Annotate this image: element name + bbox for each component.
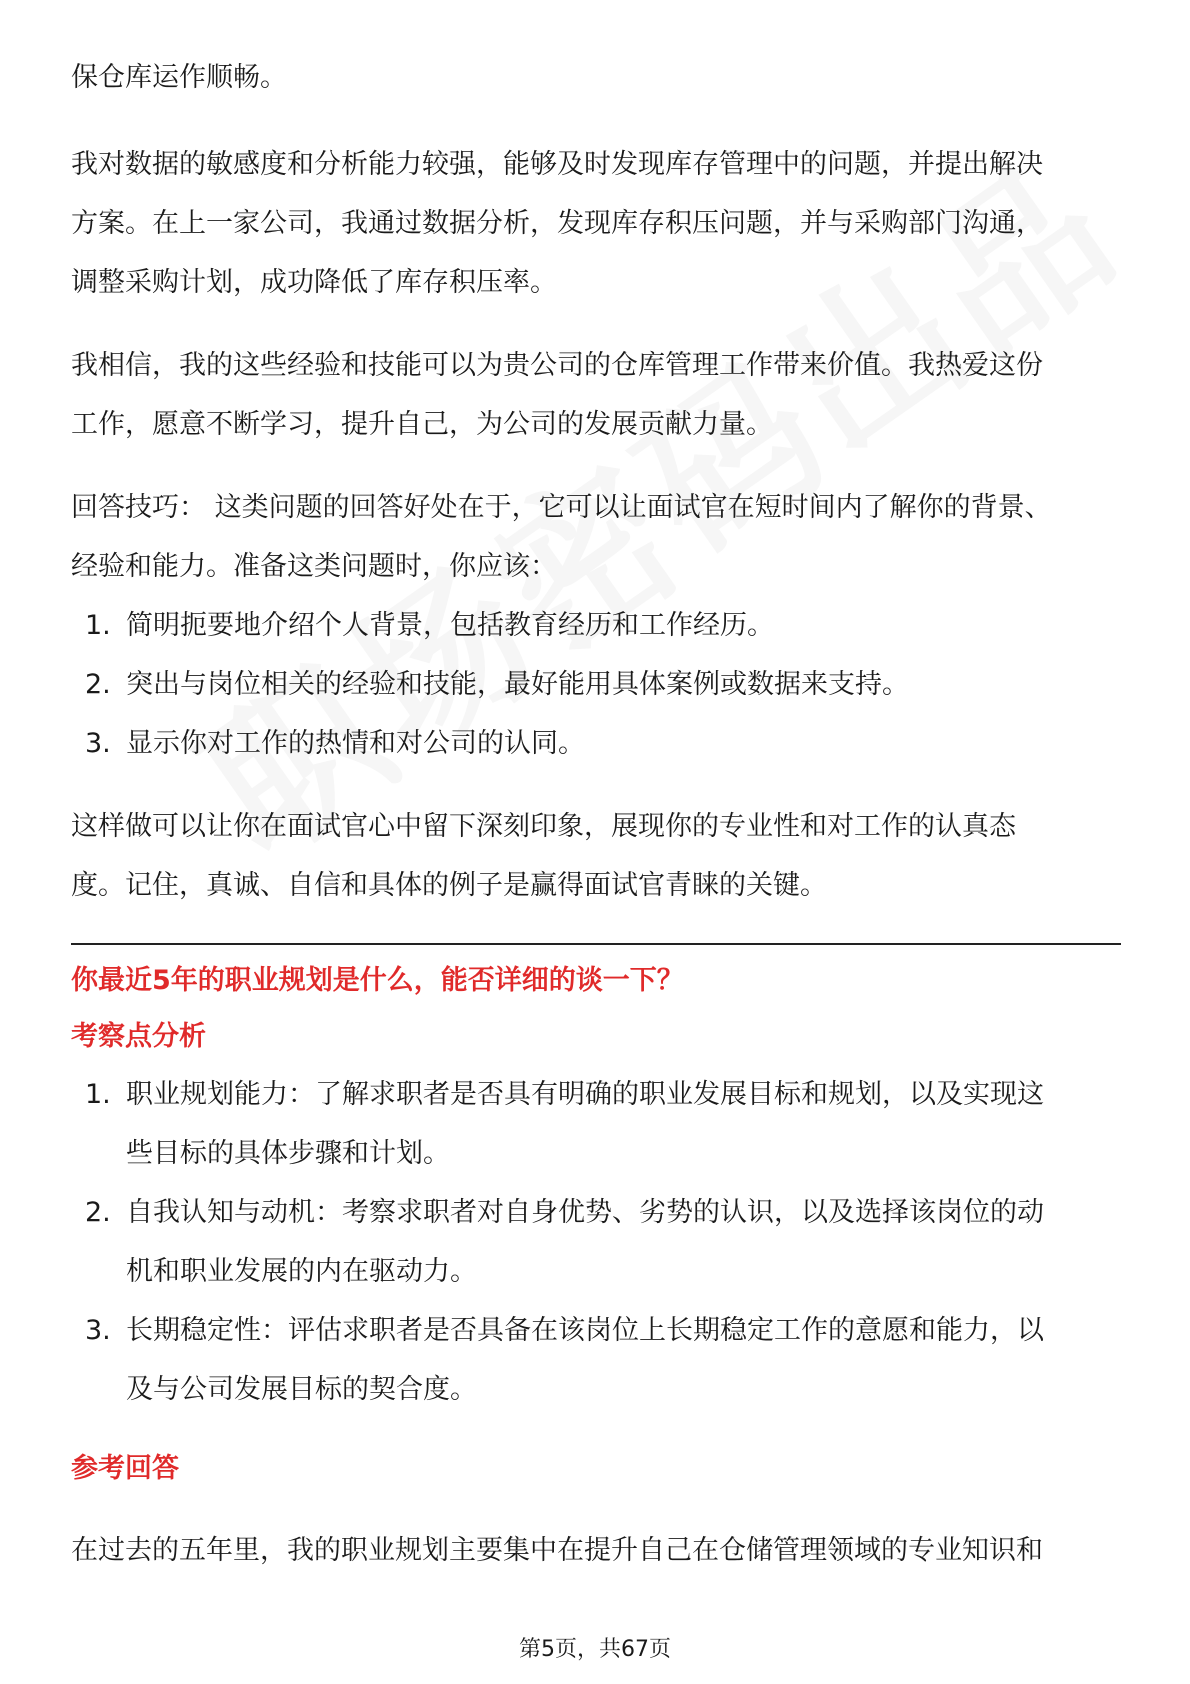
- paragraph-line: 方案。在上一家公司，我通过数据分析，发现库存积压问题，并与采购部门沟通，: [71, 208, 1043, 239]
- list-number: 2.: [85, 669, 111, 700]
- list-number: 3.: [85, 728, 111, 759]
- list-number: 3.: [85, 1315, 111, 1346]
- list-item: [71, 596, 1121, 655]
- tips-list: [71, 596, 1121, 773]
- question-heading: 你最近5年的职业规划是什么，能否详细的谈一下？: [71, 965, 684, 996]
- paragraph-line: 我相信，我的这些经验和技能可以为贵公司的仓库管理工作带来价值。我热爱这份: [71, 350, 1043, 381]
- page-number: 第5页，共67页: [519, 1637, 671, 1662]
- paragraph-line: 工作，愿意不断学习，提升自己，为公司的发展贡献力量。: [71, 409, 773, 440]
- list-item-text: 简明扼要地介绍个人背景，包括教育经历和工作经历。: [126, 610, 774, 641]
- section-divider: [71, 943, 1121, 945]
- paragraph-line: 经验和能力。准备这类问题时，你应该：: [71, 551, 557, 582]
- list-item: [71, 1301, 1121, 1419]
- list-number: 2.: [85, 1197, 111, 1228]
- list-item: [71, 1183, 1121, 1301]
- list-number: 1.: [85, 610, 111, 641]
- list-item-text: 显示你对工作的热情和对公司的认同。: [126, 728, 585, 759]
- answer-paragraph: 在过去的五年里，我的职业规划主要集中在提升自己在仓储管理领域的专业知识和: [71, 1535, 1043, 1566]
- list-item-text: 突出与岗位相关的经验和技能，最好能用具体案例或数据来支持。: [126, 669, 909, 700]
- paragraph-line: 度。记住，真诚、自信和具体的例子是赢得面试官青睐的关键。: [71, 870, 827, 901]
- list-item-text: 及与公司发展目标的契合度。: [126, 1374, 477, 1405]
- paragraph-line: 这样做可以让你在面试官心中留下深刻印象，展现你的专业性和对工作的认真态: [71, 811, 1016, 842]
- list-item: [71, 1065, 1121, 1183]
- paragraph-line: 回答技巧： 这类问题的回答好处在于，它可以让面试官在短时间内了解你的背景、: [71, 492, 1052, 523]
- answer-heading: 参考回答: [71, 1453, 179, 1484]
- document-body: [71, 48, 1121, 1580]
- list-item: [71, 655, 1121, 714]
- list-item-text: 自我认知与动机：考察求职者对自身优势、劣势的认识，以及选择该岗位的动: [126, 1197, 1044, 1228]
- paragraph-line: 我对数据的敏感度和分析能力较强，能够及时发现库存管理中的问题，并提出解决: [71, 149, 1043, 180]
- analysis-list: [71, 1065, 1121, 1419]
- list-item-text: 机和职业发展的内在驱动力。: [126, 1256, 477, 1287]
- paragraph-summary: [71, 797, 1121, 915]
- paragraph-conclusion: [71, 336, 1121, 454]
- list-item-text: 职业规划能力：了解求职者是否具有明确的职业发展目标和规划，以及实现这: [126, 1079, 1044, 1110]
- list-item-text: 长期稳定性：评估求职者是否具备在该岗位上长期稳定工作的意愿和能力，以: [126, 1315, 1044, 1346]
- paragraph-line: 保仓库运作顺畅。: [71, 62, 287, 93]
- list-item: [71, 714, 1121, 773]
- paragraph-tips: [71, 478, 1121, 596]
- analysis-heading: 考察点分析: [71, 1021, 206, 1052]
- paragraph-line: 调整采购计划，成功降低了库存积压率。: [71, 267, 557, 298]
- list-item-text: 些目标的具体步骤和计划。: [126, 1138, 450, 1169]
- list-number: 1.: [85, 1079, 111, 1110]
- paragraph-data-analysis: [71, 135, 1121, 312]
